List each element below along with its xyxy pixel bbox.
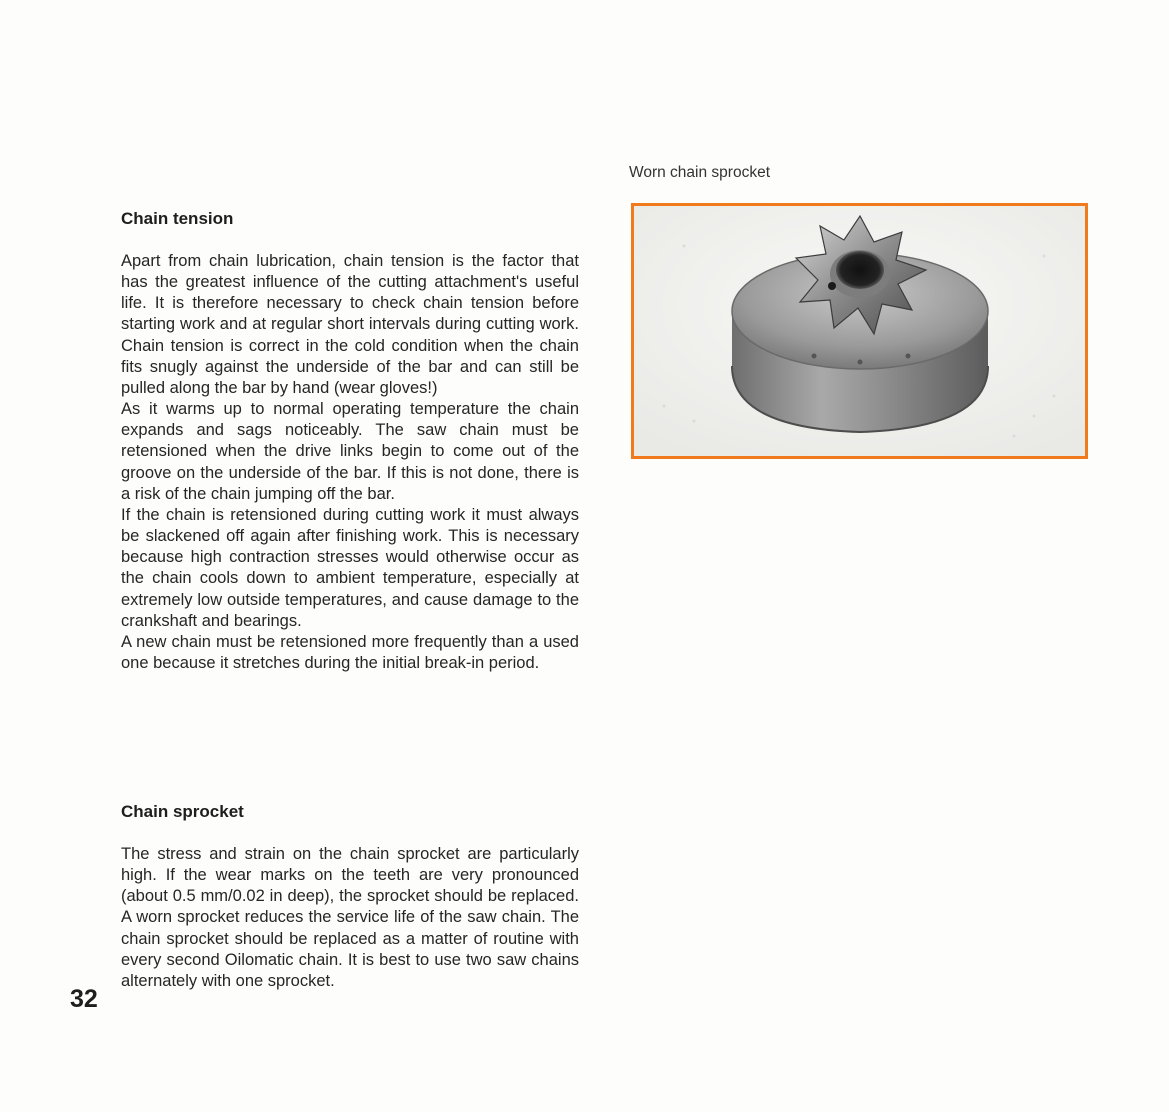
chain-tension-heading: Chain tension — [121, 209, 234, 228]
figure-frame — [631, 203, 1088, 459]
chain-sprocket-heading: Chain sprocket — [121, 802, 244, 821]
page-number: 32 — [70, 985, 98, 1013]
chain-tension-body: Apart from chain lubrication, chain tension is the factor that has the greatest influence of the cutting attachment's useful life. It is therefore necessary to check chain tension before starting work and at regular short intervals during cutting work. Chain tension is correct in the cold condition when the chain fits snugly against the underside of the bar and can still be pulled along the bar by hand (wear gloves!) As it warms up to normal operating temperature the chain expands and sags noticeably. The saw chain must be retensioned when the drive links begin to come out of the groove on the underside of the bar. If this is not done, there is a risk of the chain jumping off the bar. If the chain is retensioned during cutting work it must always be slackened off again after finishing work. This is necessary because high contraction stresses would otherwise occur as the chain cools down to ambient temperature, especially at extremely low outside temperatures, and cause damage to the crankshaft and bearings. A new chain must be retensioned more frequently than a used one because it stretches during the initial break-in period. — [121, 252, 579, 672]
sprocket-photo-icon — [634, 206, 1085, 456]
figure-caption: Worn chain sprocket — [629, 164, 770, 181]
chain-sprocket-body: The stress and strain on the chain sprocket are particularly high. If the wear marks on the teeth are very pronounced (about 0.5 mm/0.02 in deep), the sprocket should be replaced. A worn sprocket reduces the service life of the saw chain. The chain sprocket should be replaced as a matter of routine with every second Oilomatic chain. It is best to use two saw chains alternately with one sprocket. — [121, 845, 579, 990]
